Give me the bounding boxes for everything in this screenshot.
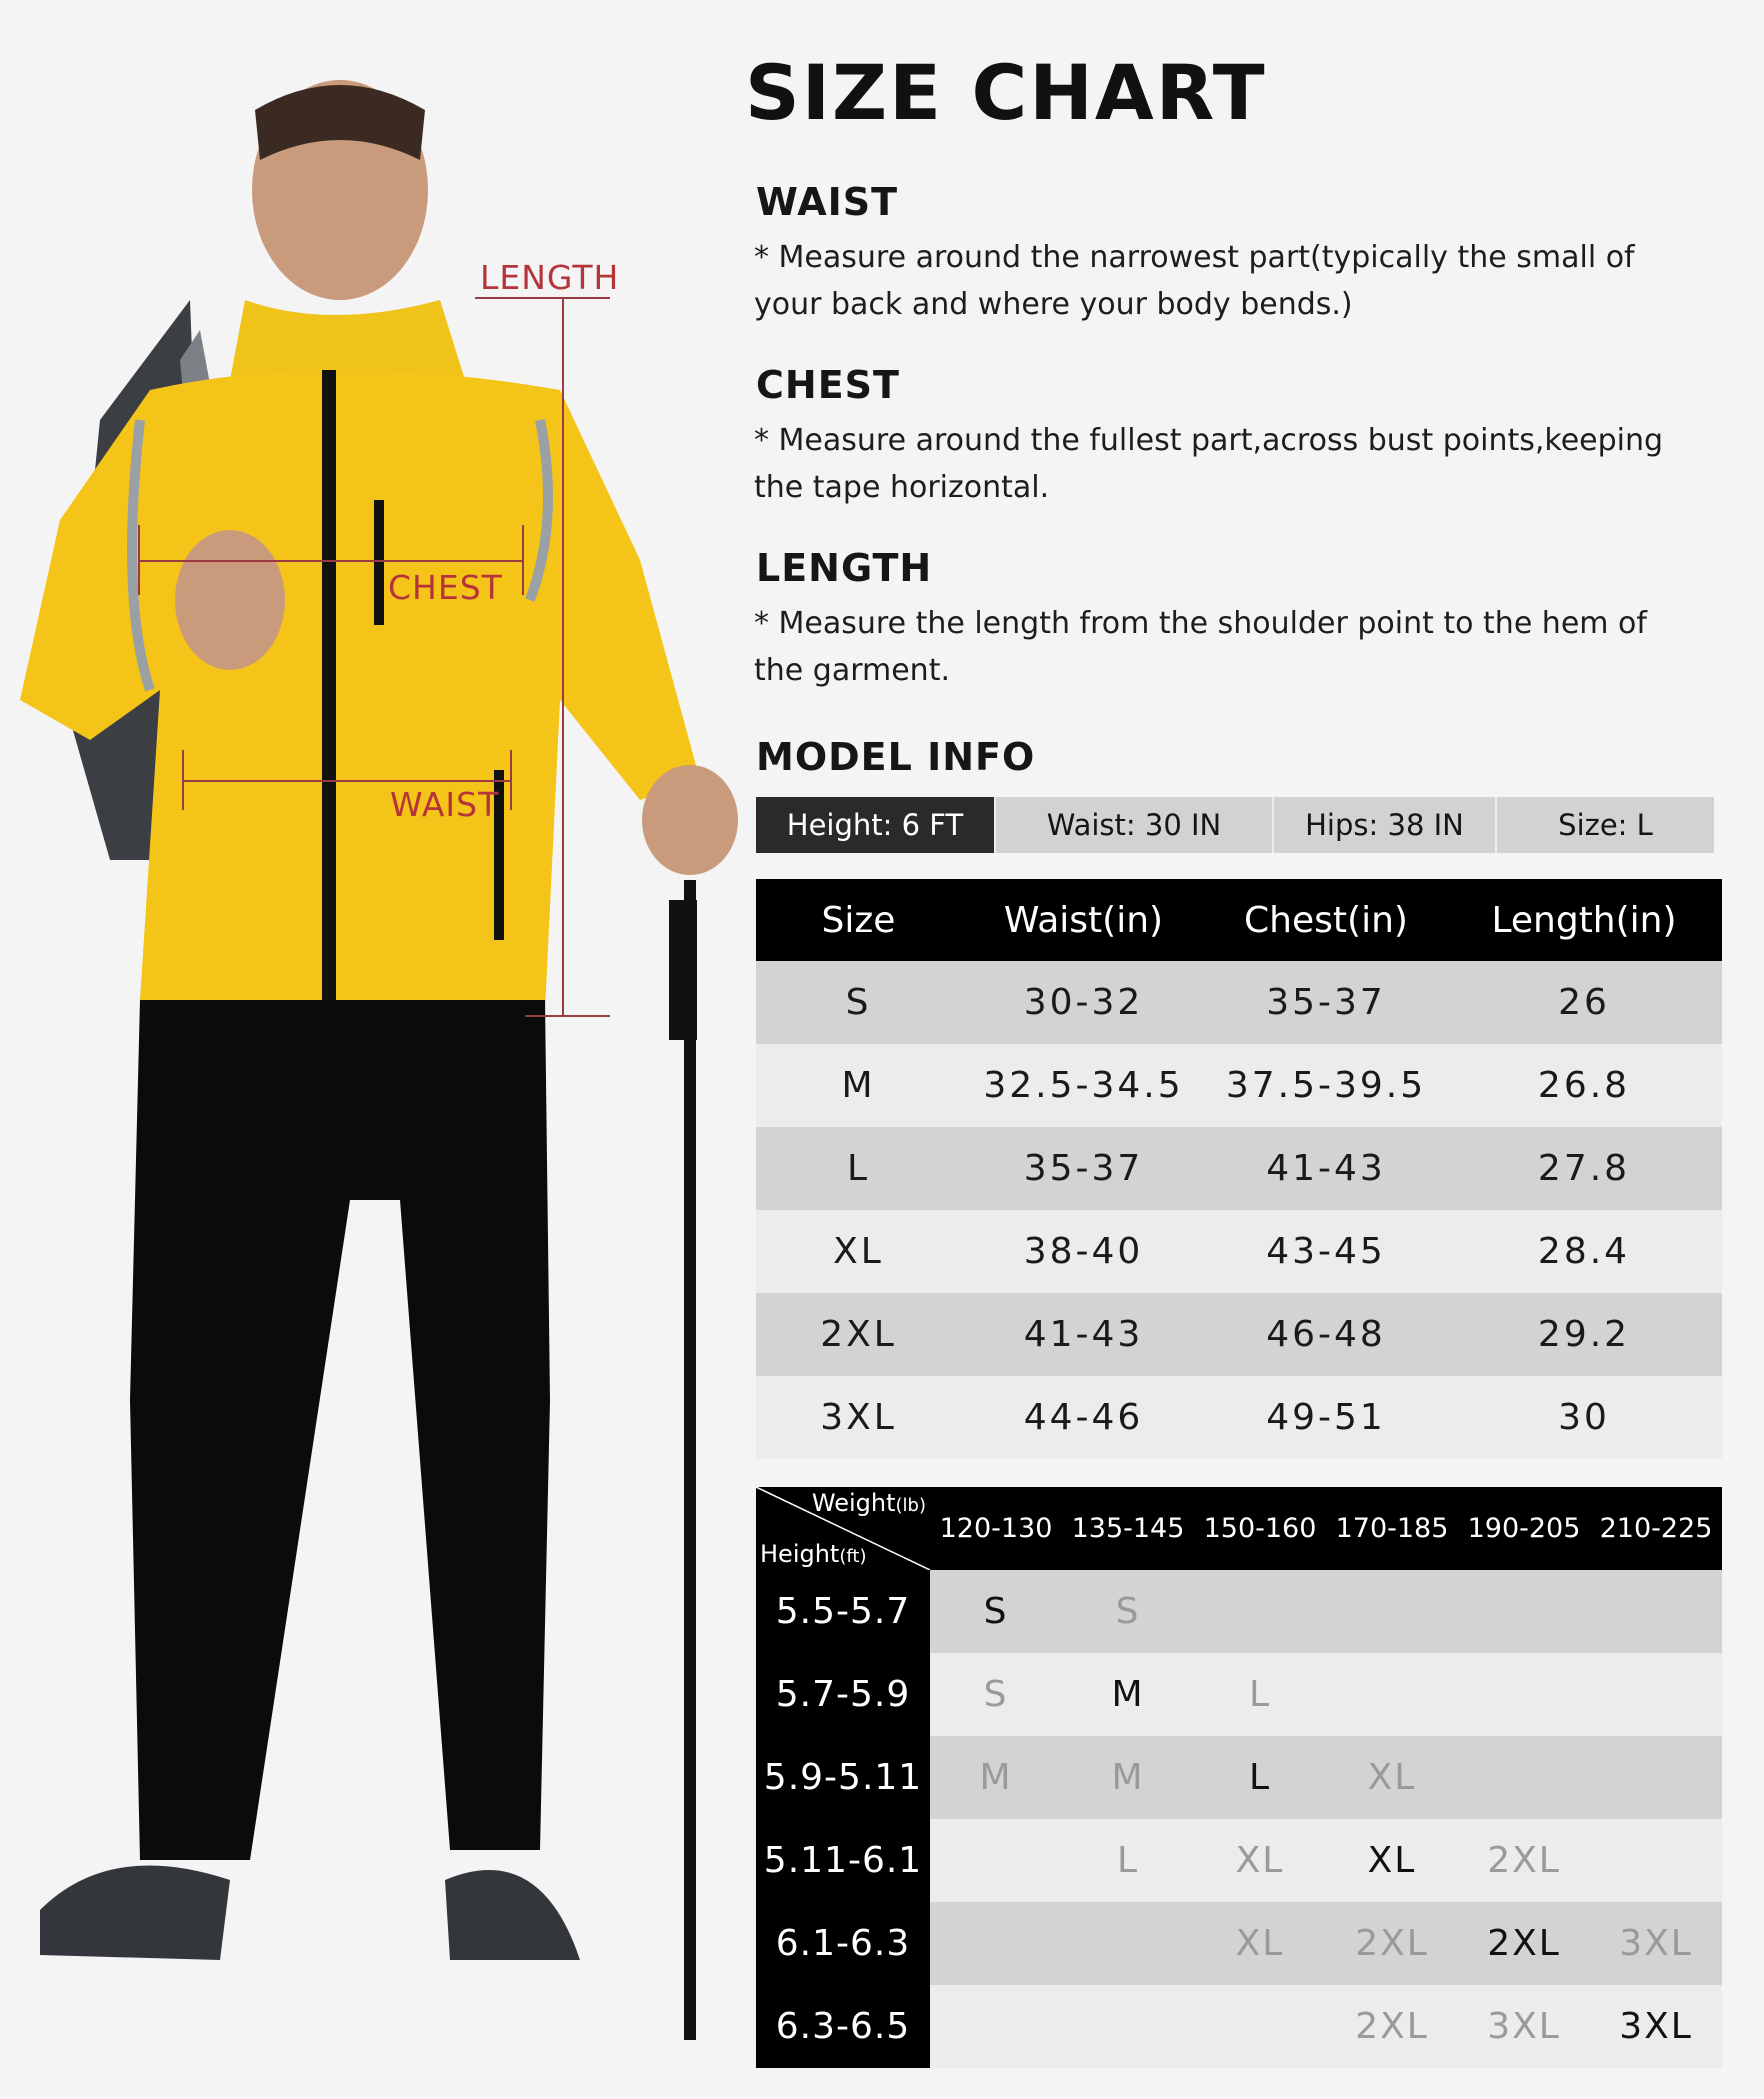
chest-line (138, 560, 524, 562)
table-row (756, 1570, 1722, 1653)
size-recommendation-cell: S (1062, 1570, 1194, 1653)
size-recommendation-cell (930, 1902, 1062, 1985)
weight-header: 210-225 (1590, 1487, 1722, 1570)
size-recommendation-cell: S (930, 1653, 1062, 1736)
length-cell: 26 (1446, 961, 1722, 1044)
length-label: LENGTH (480, 258, 620, 297)
waist-label: WAIST (390, 785, 500, 824)
weight-header: 150-160 (1194, 1487, 1326, 1570)
length-cell: 28.4 (1446, 1210, 1722, 1293)
size-recommendation-cell: L (1194, 1653, 1326, 1736)
corner-cell (756, 1487, 930, 1570)
chest-cell: 41-43 (1206, 1127, 1446, 1210)
table-row (756, 1819, 1722, 1902)
chest-cell: 46-48 (1206, 1293, 1446, 1376)
size-recommendation-cell: XL (1326, 1819, 1458, 1902)
waist-cell: 35-37 (961, 1127, 1206, 1210)
waist-cell: 30-32 (961, 961, 1206, 1044)
header-size: Size (756, 879, 961, 961)
size-recommendation-cell: M (1062, 1736, 1194, 1819)
table-row (756, 961, 1722, 1044)
header-waist: Waist(in) (961, 879, 1206, 961)
waist-left-tick (182, 750, 184, 810)
size-recommendation-cell (1062, 1985, 1194, 2068)
model-height: Height: 6 FT (756, 797, 996, 853)
size-recommendation-cell: 3XL (1590, 1902, 1722, 1985)
length-cell: 30 (1446, 1376, 1722, 1459)
size-recommendation-cell: S (930, 1570, 1062, 1653)
waist-cell: 32.5-34.5 (961, 1044, 1206, 1127)
length-cell: 27.8 (1446, 1127, 1722, 1210)
size-cell: L (756, 1127, 961, 1210)
waist-heading: WAIST (756, 180, 899, 224)
weight-height-table (756, 1487, 1722, 2068)
table-row (756, 1210, 1722, 1293)
table-row (756, 1376, 1722, 1459)
chest-cell: 49-51 (1206, 1376, 1446, 1459)
size-cell: XL (756, 1210, 961, 1293)
weight-height-body (756, 1570, 1722, 2068)
size-recommendation-cell: 3XL (1590, 1985, 1722, 2068)
size-recommendation-cell: L (1062, 1819, 1194, 1902)
model-figure (0, 0, 750, 2099)
model-info-bar (756, 797, 1714, 853)
weight-header: 170-185 (1326, 1487, 1458, 1570)
size-recommendation-cell (1062, 1902, 1194, 1985)
table-row (756, 1127, 1722, 1210)
size-recommendation-cell: XL (1194, 1819, 1326, 1902)
size-cell: M (756, 1044, 961, 1127)
table-row (756, 1985, 1722, 2068)
size-recommendation-cell: L (1194, 1736, 1326, 1819)
chest-heading: CHEST (756, 363, 900, 407)
size-recommendation-cell (1194, 1985, 1326, 2068)
size-recommendation-cell (1590, 1736, 1722, 1819)
length-cell: 29.2 (1446, 1293, 1722, 1376)
weight-header: 120-130 (930, 1487, 1062, 1570)
size-table (756, 879, 1722, 1459)
page-title: SIZE CHART (745, 48, 1267, 137)
chest-cell: 35-37 (1206, 961, 1446, 1044)
table-row (756, 1736, 1722, 1819)
model-info-heading: MODEL INFO (756, 735, 1036, 779)
waist-cell: 41-43 (961, 1293, 1206, 1376)
size-recommendation-cell (1458, 1570, 1590, 1653)
size-recommendation-cell: 2XL (1458, 1819, 1590, 1902)
model-hips: Hips: 38 IN (1274, 797, 1497, 853)
size-recommendation-cell (1326, 1653, 1458, 1736)
weight-header-row (756, 1487, 1722, 1570)
waist-cell: 38-40 (961, 1210, 1206, 1293)
size-recommendation-cell (930, 1985, 1062, 2068)
size-recommendation-cell (1590, 1653, 1722, 1736)
size-recommendation-cell (1458, 1653, 1590, 1736)
length-bottom-tick (525, 1015, 610, 1017)
size-recommendation-cell (1590, 1819, 1722, 1902)
height-cell: 5.5-5.7 (756, 1570, 930, 1653)
header-length: Length(in) (1446, 879, 1722, 961)
chest-left-tick (138, 525, 140, 595)
chest-cell: 37.5-39.5 (1206, 1044, 1446, 1127)
height-cell: 6.3-6.5 (756, 1985, 930, 2068)
size-recommendation-cell: M (1062, 1653, 1194, 1736)
model-illustration (0, 0, 750, 2099)
chest-label: CHEST (388, 568, 503, 607)
table-row (756, 1653, 1722, 1736)
size-recommendation-cell (930, 1819, 1062, 1902)
size-recommendation-cell (1458, 1736, 1590, 1819)
weight-header: 190-205 (1458, 1487, 1590, 1570)
size-cell: S (756, 961, 961, 1044)
waist-description: * Measure around the narrowest part(typically the small of your back and where your body bends.) (754, 240, 1635, 322)
height-cell: 5.9-5.11 (756, 1736, 930, 1819)
size-recommendation-cell: XL (1326, 1736, 1458, 1819)
length-line (562, 298, 564, 1015)
table-row (756, 1293, 1722, 1376)
size-recommendation-cell (1590, 1570, 1722, 1653)
table-row (756, 1044, 1722, 1127)
height-cell: 5.11-6.1 (756, 1819, 930, 1902)
size-recommendation-cell: 3XL (1458, 1985, 1590, 2068)
corner-weight: Weight(lb) (811, 1489, 926, 1517)
waist-right-tick (510, 750, 512, 810)
chest-right-tick (522, 525, 524, 595)
length-cell: 26.8 (1446, 1044, 1722, 1127)
corner-height: Height(ft) (760, 1540, 867, 1568)
table-row (756, 1902, 1722, 1985)
model-waist: Waist: 30 IN (996, 797, 1274, 853)
length-top-tick (475, 297, 610, 299)
size-recommendation-cell: XL (1194, 1902, 1326, 1985)
model-size: Size: L (1558, 808, 1653, 842)
chest-cell: 43-45 (1206, 1210, 1446, 1293)
size-recommendation-cell: 2XL (1326, 1985, 1458, 2068)
size-recommendation-cell (1194, 1570, 1326, 1653)
size-recommendation-cell: M (930, 1736, 1062, 1819)
length-description: * Measure the length from the shoulder point to the hem of the garment. (754, 606, 1647, 688)
waist-line (182, 780, 512, 782)
size-recommendation-cell: 2XL (1458, 1902, 1590, 1985)
length-heading: LENGTH (756, 546, 933, 590)
size-recommendation-cell: 2XL (1326, 1902, 1458, 1985)
size-recommendation-cell (1326, 1570, 1458, 1653)
weight-header: 135-145 (1062, 1487, 1194, 1570)
height-cell: 6.1-6.3 (756, 1902, 930, 1985)
size-cell: 3XL (756, 1376, 961, 1459)
header-chest: Chest(in) (1206, 879, 1446, 961)
waist-cell: 44-46 (961, 1376, 1206, 1459)
size-cell: 2XL (756, 1293, 961, 1376)
size-table-header (756, 879, 1722, 961)
chest-description: * Measure around the fullest part,across bust points,keeping the tape horizontal. (754, 423, 1664, 505)
height-cell: 5.7-5.9 (756, 1653, 930, 1736)
